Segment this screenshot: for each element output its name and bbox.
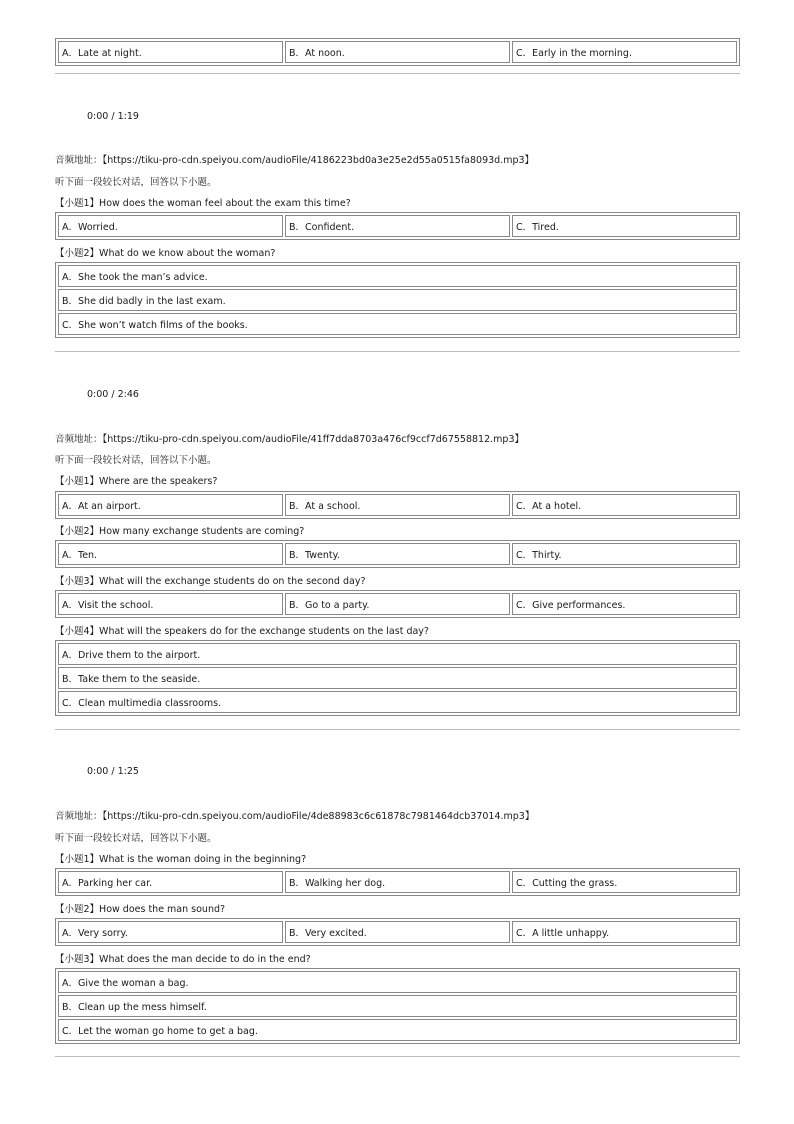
options-table: [55, 540, 740, 568]
option-b[interactable]: B．At a school.: [285, 494, 510, 516]
question-text: 【小题3】What will the exchange students do on the second day?: [55, 576, 366, 587]
option-b[interactable]: B．At noon.: [285, 41, 510, 63]
option-c[interactable]: C．Let the woman go home to get a bag.: [58, 1019, 737, 1041]
instruction: 听下面一段较长对话，回答以下小题。: [55, 455, 217, 466]
divider: [55, 1056, 740, 1057]
option-b[interactable]: B．Twenty.: [285, 543, 510, 565]
option-c[interactable]: C．At a hotel.: [512, 494, 737, 516]
option-a[interactable]: A．She took the man’s advice.: [58, 265, 737, 287]
question-text: 【小题1】What is the woman doing in the beginning?: [55, 854, 307, 865]
option-b[interactable]: B．Walking her dog.: [285, 871, 510, 893]
option-c[interactable]: C．She won’t watch films of the books.: [58, 313, 737, 335]
option-b[interactable]: B．She did badly in the last exam.: [58, 289, 737, 311]
options-table: [55, 590, 740, 618]
question-text: 【小题3】What does the man decide to do in the end?: [55, 954, 311, 965]
divider: [55, 729, 740, 730]
question-text: 【小题2】What do we know about the woman?: [55, 248, 276, 259]
options-table: [55, 640, 740, 716]
question-text: 【小题1】Where are the speakers?: [55, 476, 218, 487]
question-text: 【小题4】What will the speakers do for the exchange students on the last day?: [55, 626, 429, 637]
option-a[interactable]: A．Give the woman a bag.: [58, 971, 737, 993]
option-b[interactable]: B．Confident.: [285, 215, 510, 237]
option-a[interactable]: A．Parking her car.: [58, 871, 283, 893]
option-b[interactable]: B．Very excited.: [285, 921, 510, 943]
option-a[interactable]: A．Visit the school.: [58, 593, 283, 615]
options-table: [55, 868, 740, 896]
option-c[interactable]: C．A little unhappy.: [512, 921, 737, 943]
option-c[interactable]: C．Give performances.: [512, 593, 737, 615]
option-b[interactable]: B．Take them to the seaside.: [58, 667, 737, 689]
option-c[interactable]: C．Early in the morning.: [512, 41, 737, 63]
audio-player-time[interactable]: 0:00 / 1:19: [87, 111, 139, 122]
instruction: 听下面一段较长对话，回答以下小题。: [55, 177, 217, 188]
question-text: 【小题1】How does the woman feel about the exam this time?: [55, 198, 351, 209]
top-options-table: [55, 38, 740, 66]
instruction: 听下面一段较长对话，回答以下小题。: [55, 833, 217, 844]
option-a[interactable]: A．Ten.: [58, 543, 283, 565]
option-a[interactable]: A．Worried.: [58, 215, 283, 237]
options-table: [55, 918, 740, 946]
options-table: [55, 212, 740, 240]
question-text: 【小题2】How does the man sound?: [55, 904, 226, 915]
option-c[interactable]: C．Clean multimedia classrooms.: [58, 691, 737, 713]
option-c[interactable]: C．Tired.: [512, 215, 737, 237]
options-table: [55, 968, 740, 1044]
question-text: 【小题2】How many exchange students are coming?: [55, 526, 305, 537]
option-c[interactable]: C．Thirty.: [512, 543, 737, 565]
audio-player-time[interactable]: 0:00 / 2:46: [87, 389, 139, 400]
option-c[interactable]: C．Cutting the grass.: [512, 871, 737, 893]
option-a[interactable]: A．Late at night.: [58, 41, 283, 63]
option-a[interactable]: A．Drive them to the airport.: [58, 643, 737, 665]
option-b[interactable]: B．Go to a party.: [285, 593, 510, 615]
audio-url: 音频地址：【https://tiku-pro-cdn.speiyou.com/audioFile/41ff7dda8703a476cf9ccf7d67558812.mp3】: [55, 434, 524, 445]
audio-url: 音频地址：【https://tiku-pro-cdn.speiyou.com/audioFile/4186223bd0a3e25e2d55a0515fa8093d.mp3】: [55, 155, 535, 166]
option-a[interactable]: A．At an airport.: [58, 494, 283, 516]
option-a[interactable]: A．Very sorry.: [58, 921, 283, 943]
audio-player-time[interactable]: 0:00 / 1:25: [87, 766, 139, 777]
option-b[interactable]: B．Clean up the mess himself.: [58, 995, 737, 1017]
options-table: [55, 262, 740, 338]
divider: [55, 351, 740, 352]
divider: [55, 73, 740, 74]
audio-url: 音频地址：【https://tiku-pro-cdn.speiyou.com/audioFile/4de88983c6c61878c7981464dcb37014.mp3】: [55, 811, 535, 822]
options-table: [55, 491, 740, 519]
